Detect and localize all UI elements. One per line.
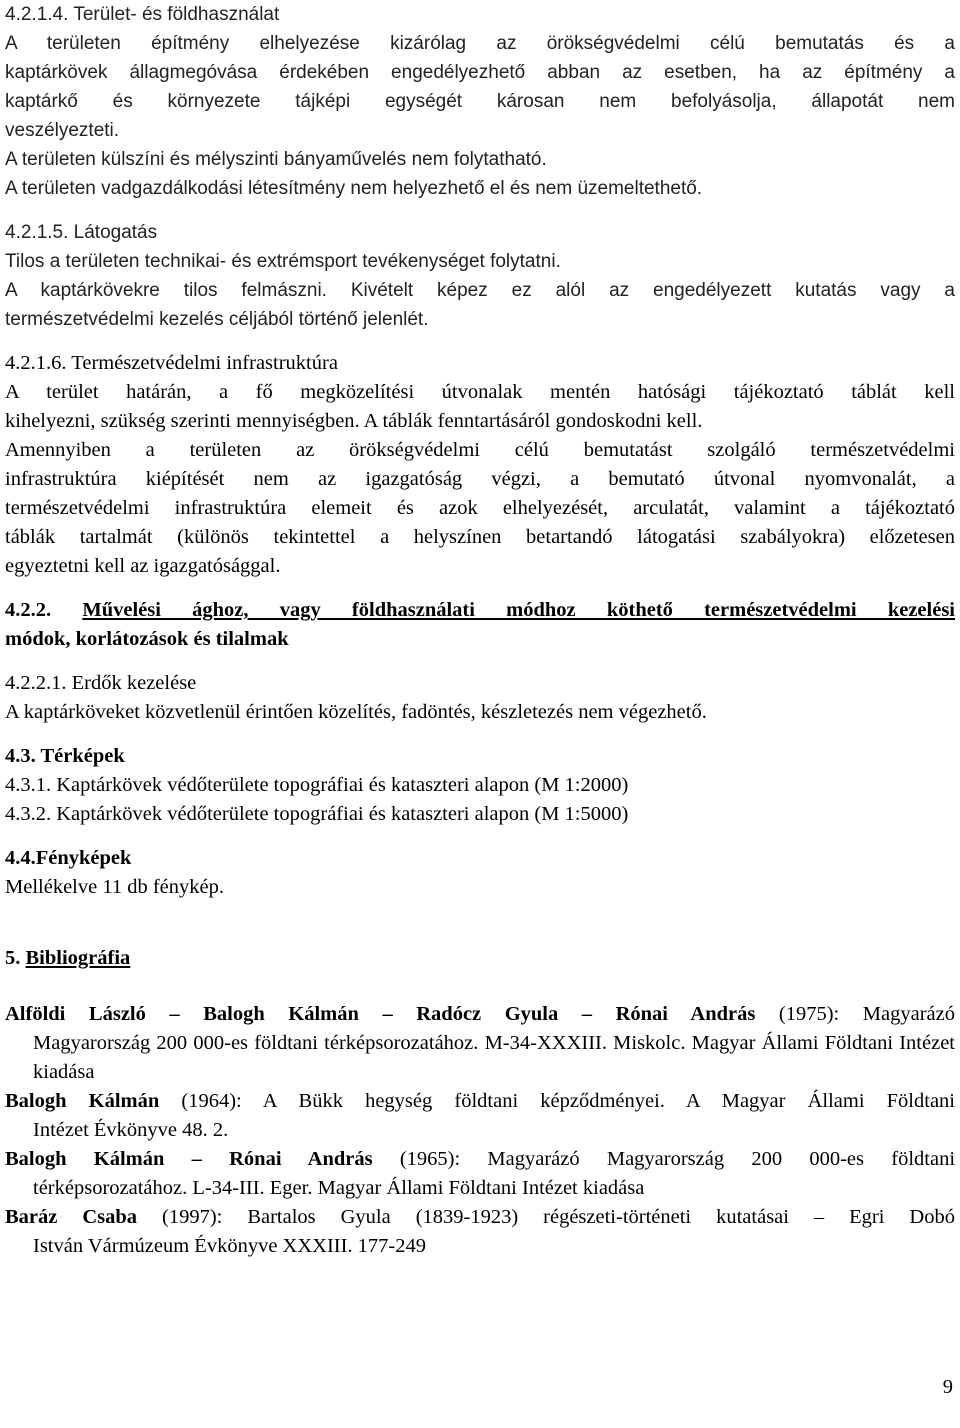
entry-continuation: István Vármúzeum Évkönyve XXXIII. 177-249	[33, 1235, 427, 1257]
paragraph-building-rules	[5, 29, 955, 145]
entry-text: (1975): Magyarázó	[755, 1003, 955, 1025]
section-heading-4-2-1-4: 4.2.1.4. Terület- és földhasználat	[5, 4, 280, 25]
section-title-underlined: Bibliográfia	[25, 947, 131, 969]
entry-text: (1997): Bartalos Gyula (1839-1923) régészeti-történeti kutatásai – Egri Dobó	[137, 1206, 955, 1228]
paragraph-climbing	[5, 276, 955, 334]
entry-authors: Balogh Kálmán – Rónai András	[5, 1148, 373, 1170]
paragraph-sports: Tilos a területen technikai- és extrémsport tevékenységet folytatni.	[5, 251, 561, 272]
text-line: A területen építmény elhelyezése kizárólag az örökségvédelmi célú bemutatás és a	[5, 33, 955, 54]
heading-line	[5, 596, 955, 625]
entry-authors: Balogh Kálmán	[5, 1090, 160, 1112]
entry-authors: Alföldi László – Balogh Kálmán – Radócz Gyula – Rónai András	[5, 1003, 756, 1025]
entry-continuation: Magyarország 200 000-es földtani térképsorozatához. M-34-XXXIII. Miskolc. Magyar Állami Földtani Intézet kiadása	[33, 1032, 955, 1083]
text-line: infrastruktúra kiépítését nem az igazgatóság végzi, a bemutató útvonal nyomvonalát, a	[5, 468, 955, 490]
section-heading-bibliography	[5, 944, 955, 973]
entry-first-line	[5, 1145, 955, 1174]
section-heading-4-4: 4.4.Fényképek	[5, 847, 132, 869]
page-number: 9	[942, 1376, 953, 1398]
section-title-underlined: Művelési ághoz, vagy földhasználati módhoz köthető természetvédelmi kezelési	[82, 599, 955, 621]
document-page	[5, 0, 955, 1261]
bibliography-entry	[5, 1145, 955, 1203]
entry-continuation: Intézet Évkönyve 48. 2.	[33, 1119, 229, 1141]
photos-note: Mellékelve 11 db fénykép.	[5, 876, 224, 898]
text-line: kihelyezni, szükség szerinti mennyiségben. A táblák fenntartásáról gondoskodni kell.	[5, 410, 703, 432]
entry-text: (1965): Magyarázó Magyarország 200 000-es földtani	[372, 1148, 956, 1170]
heading-line: módok, korlátozások és tilalmak	[5, 628, 289, 650]
entry-first-line	[5, 1087, 955, 1116]
text-line: veszélyezteti.	[5, 120, 120, 141]
text-line: Amennyiben a területen az örökségvédelmi célú bemutatást szolgáló természetvédelmi	[5, 439, 955, 461]
text-line: A kaptárkövekre tilos felmászni. Kivételt képez ez alól az engedélyezett kutatás vagy a	[5, 280, 955, 301]
entry-first-line	[5, 1000, 955, 1029]
section-heading-4-2-2-1: 4.2.2.1. Erdők kezelése	[5, 672, 197, 694]
section-number: 4.2.2.	[5, 599, 52, 621]
paragraph-mining: A területen külszíni és mélyszinti bányaművelés nem folytatható.	[5, 149, 547, 170]
section-number: 5.	[5, 947, 26, 969]
map-list-item: 4.3.1. Kaptárkövek védőterülete topográfiai és kataszteri alapon (M 1:2000)	[5, 774, 629, 796]
bibliography-entry	[5, 1203, 955, 1261]
section-heading-4-2-1-6: 4.2.1.6. Természetvédelmi infrastruktúra	[5, 352, 338, 374]
section-heading-4-2-1-5: 4.2.1.5. Látogatás	[5, 222, 158, 243]
section-heading-4-2-2	[5, 596, 955, 654]
paragraph-infrastructure	[5, 436, 955, 581]
text-line: természetvédelmi kezelés céljából történő jelenlét.	[5, 309, 429, 330]
text-line: természetvédelmi infrastruktúra elemeit és azok elhelyezését, arculatát, valamint a tájékoztató	[5, 497, 955, 519]
bibliography-entry	[5, 1000, 955, 1087]
bibliography-entry	[5, 1087, 955, 1145]
entry-continuation: térképsorozatához. L-34-III. Eger. Magyar Állami Földtani Intézet kiadása	[33, 1177, 645, 1199]
text-line: táblák tartalmát (különös tekintettel a helyszínen betartandó látogatási szabályokra) előzetesen	[5, 526, 955, 548]
entry-text: (1964): A Bükk hegység földtani képződményei. A Magyar Állami Földtani	[159, 1090, 955, 1112]
text-line: kaptárkő és környezete tájképi egységét károsan nem befolyásolja, állapotát nem	[5, 91, 955, 112]
paragraph-game-management: A területen vadgazdálkodási létesítmény nem helyezhető el és nem üzemeltethető.	[5, 178, 703, 199]
text-line: kaptárkövek állagmegóvása érdekében engedélyezhető abban az esetben, ha az építmény a	[5, 62, 955, 83]
paragraph-signs	[5, 378, 955, 436]
map-list-item: 4.3.2. Kaptárkövek védőterülete topográfiai és kataszteri alapon (M 1:5000)	[5, 803, 629, 825]
entry-first-line	[5, 1203, 955, 1232]
text-line: egyeztetni kell az igazgatósággal.	[5, 555, 281, 577]
section-heading-4-3: 4.3. Térképek	[5, 745, 125, 767]
text-line: A terület határán, a fő megközelítési útvonalak mentén hatósági tájékoztató táblát kell	[5, 381, 955, 403]
entry-authors: Baráz Csaba	[5, 1206, 138, 1228]
paragraph-forestry: A kaptárköveket közvetlenül érintően közelítés, fadöntés, készletezés nem végezhető.	[5, 701, 707, 723]
